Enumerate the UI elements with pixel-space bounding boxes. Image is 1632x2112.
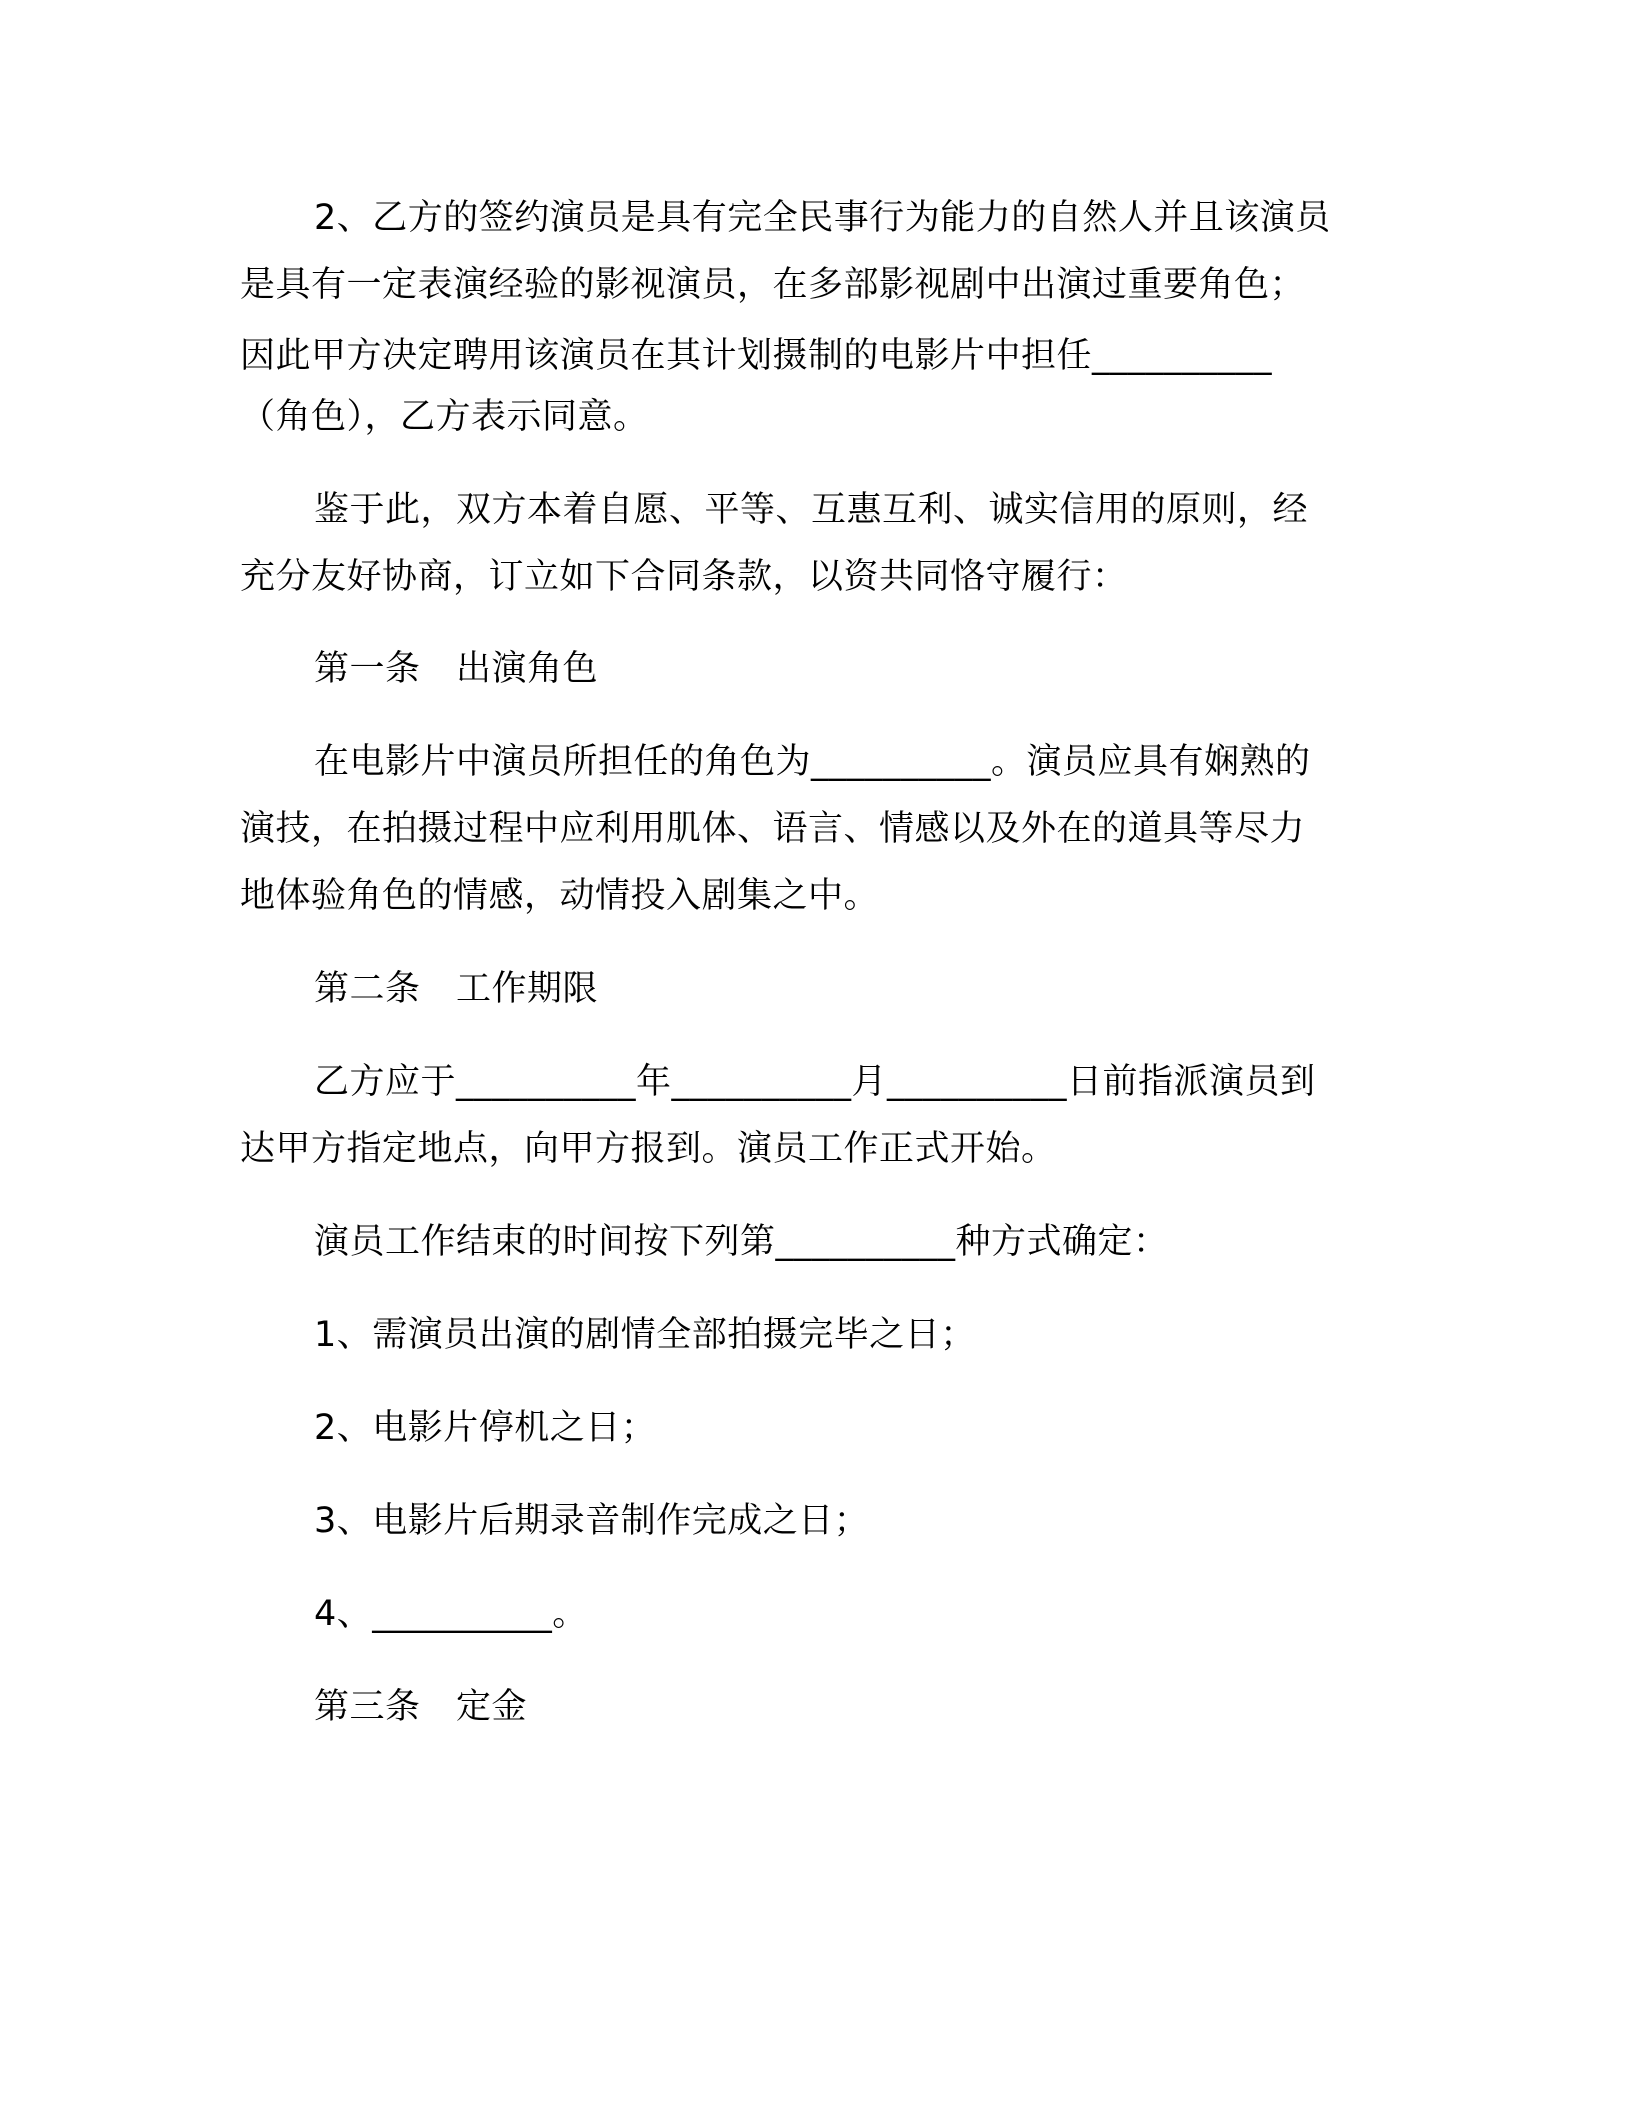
para-1-line-4: （角色），乙方表示同意。	[240, 397, 649, 437]
option-4: 4、__________。	[314, 1594, 588, 1634]
article-2-heading: 第二条 工作期限	[314, 969, 599, 1009]
article-3-heading: 第三条 定金	[314, 1687, 528, 1727]
article-2-line-1: 乙方应于__________年__________月__________日前指派演员到	[314, 1062, 1316, 1102]
article-1-line-3: 地体验角色的情感，动情投入剧集之中。	[240, 876, 880, 916]
option-1: 1、需演员出演的剧情全部拍摄完毕之日；	[314, 1315, 976, 1355]
option-3: 3、电影片后期录音制作完成之日；	[314, 1501, 870, 1541]
end-time-intro: 演员工作结束的时间按下列第__________种方式确定：	[314, 1222, 1169, 1262]
para-1-line-3: 因此甲方决定聘用该演员在其计划摄制的电影片中担任__________	[240, 336, 1273, 376]
para-1-line-2: 是具有一定表演经验的影视演员，在多部影视剧中出演过重要角色；	[240, 265, 1306, 305]
article-1-line-2: 演技，在拍摄过程中应利用肌体、语言、情感以及外在的道具等尽力	[240, 809, 1306, 849]
para-1-line-1: 2、乙方的签约演员是具有完全民事行为能力的自然人并且该演员	[314, 198, 1331, 238]
para-2-line-2: 充分友好协商，订立如下合同条款，以资共同恪守履行：	[240, 557, 1128, 597]
article-1-line-1: 在电影片中演员所担任的角色为__________。演员应具有娴熟的	[314, 742, 1311, 782]
article-1-heading: 第一条 出演角色	[314, 649, 599, 689]
para-2-line-1: 鉴于此，双方本着自愿、平等、互惠互利、诚实信用的原则，经	[314, 490, 1309, 530]
article-2-line-2: 达甲方指定地点，向甲方报到。演员工作正式开始。	[240, 1129, 1057, 1169]
option-2: 2、电影片停机之日；	[314, 1408, 657, 1448]
